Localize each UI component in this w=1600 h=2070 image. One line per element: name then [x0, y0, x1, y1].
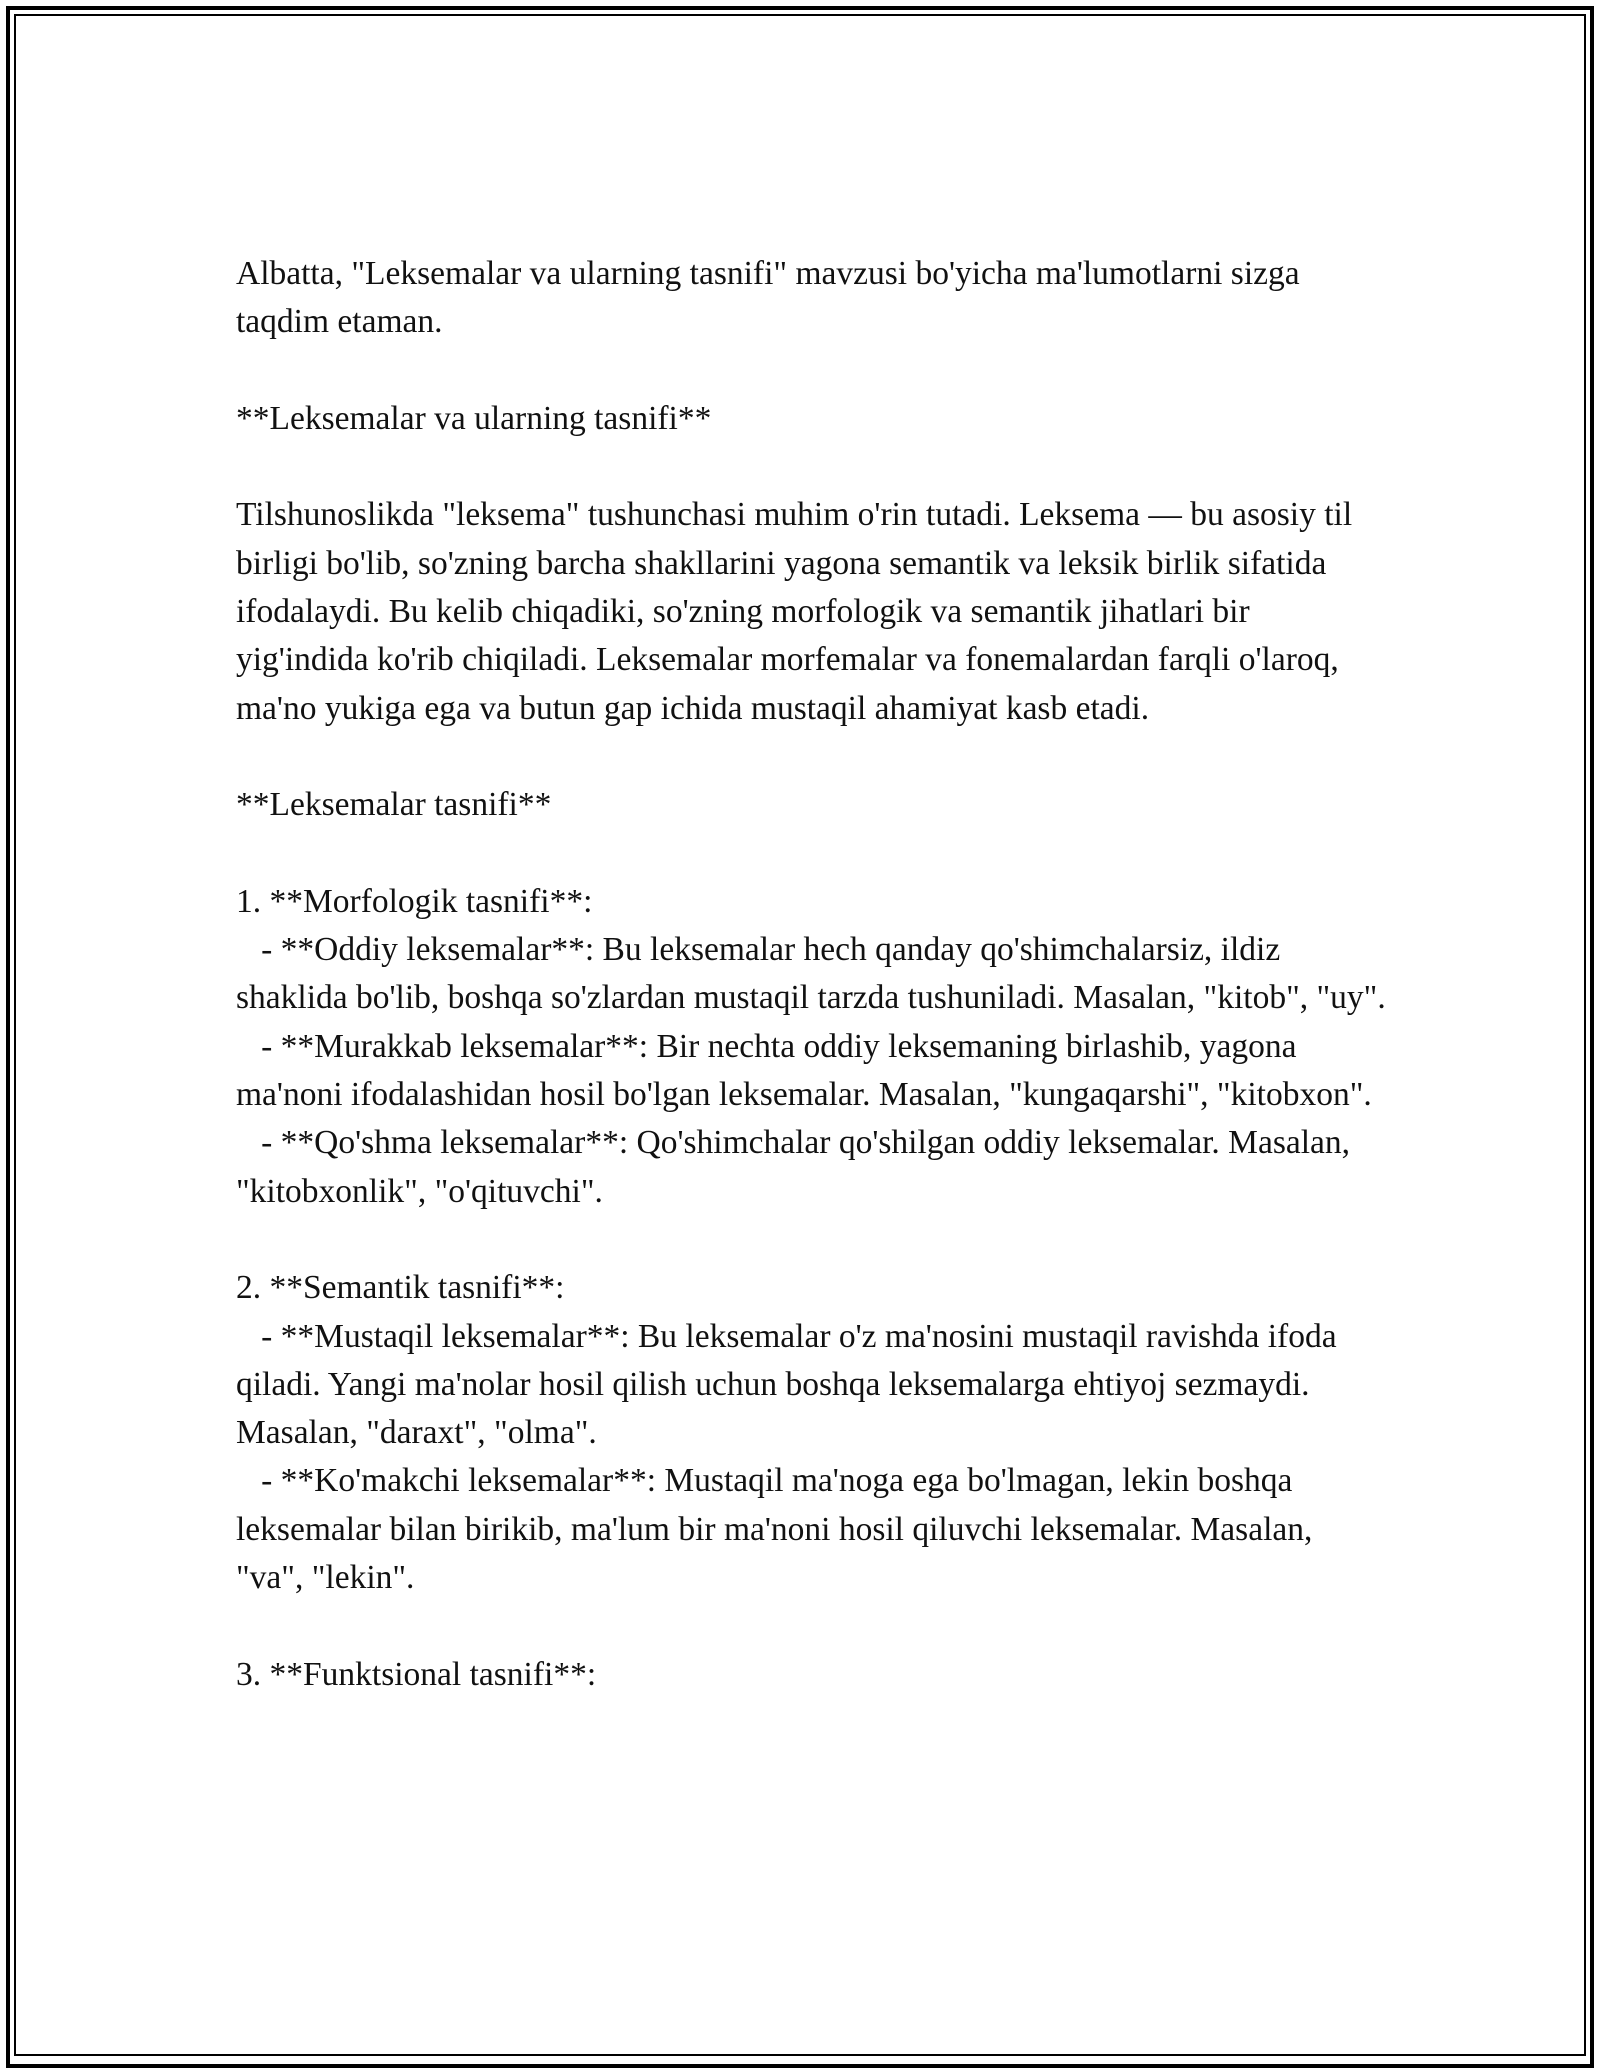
document-title: **Leksemalar va ularning tasnifi** — [236, 399, 712, 437]
list-item: - **Ko'makchi leksemalar**: Mustaqil ma'noga ega bo'lmagan, lekin boshqa leksemalar bilan birikib, ma'lum bir ma'noni hosil qiluvchi leksemalar. Masalan, "va", "lekin". — [236, 1462, 1321, 1597]
document-body — [236, 250, 1386, 1699]
spacer — [236, 347, 1386, 395]
classification-heading: **Leksemalar tasnifi** — [236, 786, 552, 824]
list-item: - **Oddiy leksemalar**: Bu leksemalar hech qanday qo'shimchalarsiz, ildiz shaklida bo'lib, boshqa so'zlardan mustaqil tarzda tushuniladi. Masalan, "kitob", "uy". — [236, 931, 1386, 1017]
spacer — [236, 443, 1386, 491]
spacer — [236, 1602, 1386, 1650]
list-item: - **Qo'shma leksemalar**: Qo'shimchalar qo'shilgan oddiy leksemalar. Masalan, "kitobxonlik", "o'qituvchi". — [236, 1124, 1359, 1210]
spacer — [236, 733, 1386, 781]
definition-paragraph: Tilshunoslikda "leksema" tushunchasi muhim o'rin tutadi. Leksema — bu asosiy til birligi bo'lib, so'zning barcha shakllarini yagona semantik va leksik birlik sifatida ifodalaydi. Bu kelib chiqadiki, so'zning morfologik va semantik jihatlari bir yig'indida ko'rib chiqiladi. Leksemalar morfemalar va fonemalardan farqli o'laroq, ma'no yukiga ega va butun gap ichida mustaqil ahamiyat kasb etadi. — [236, 496, 1361, 727]
section-heading-morphological: 1. **Morfologik tasnifi**: — [236, 882, 593, 920]
section-heading-functional: 3. **Funktsional tasnifi**: — [236, 1655, 597, 1693]
intro-paragraph: Albatta, "Leksemalar va ularning tasnifi" mavzusi bo'yicha ma'lumotlarni sizga taqdim etaman. — [236, 255, 1309, 341]
spacer — [236, 1216, 1386, 1264]
list-item: - **Mustaqil leksemalar**: Bu leksemalar o'z ma'nosini mustaqil ravishda ifoda qiladi. Yangi ma'nolar hosil qilish uchun boshqa leksemalarga ehtiyoj sezmaydi. Masalan, "daraxt", "olma". — [236, 1317, 1345, 1452]
list-item: - **Murakkab leksemalar**: Bir nechta oddiy leksemaning birlashib, yagona ma'noni ifodalashidan hosil bo'lgan leksemalar. Masalan, "kungaqarshi", "kitobxon". — [236, 1027, 1372, 1114]
section-heading-semantic: 2. **Semantik tasnifi**: — [236, 1269, 565, 1307]
spacer — [236, 830, 1386, 878]
